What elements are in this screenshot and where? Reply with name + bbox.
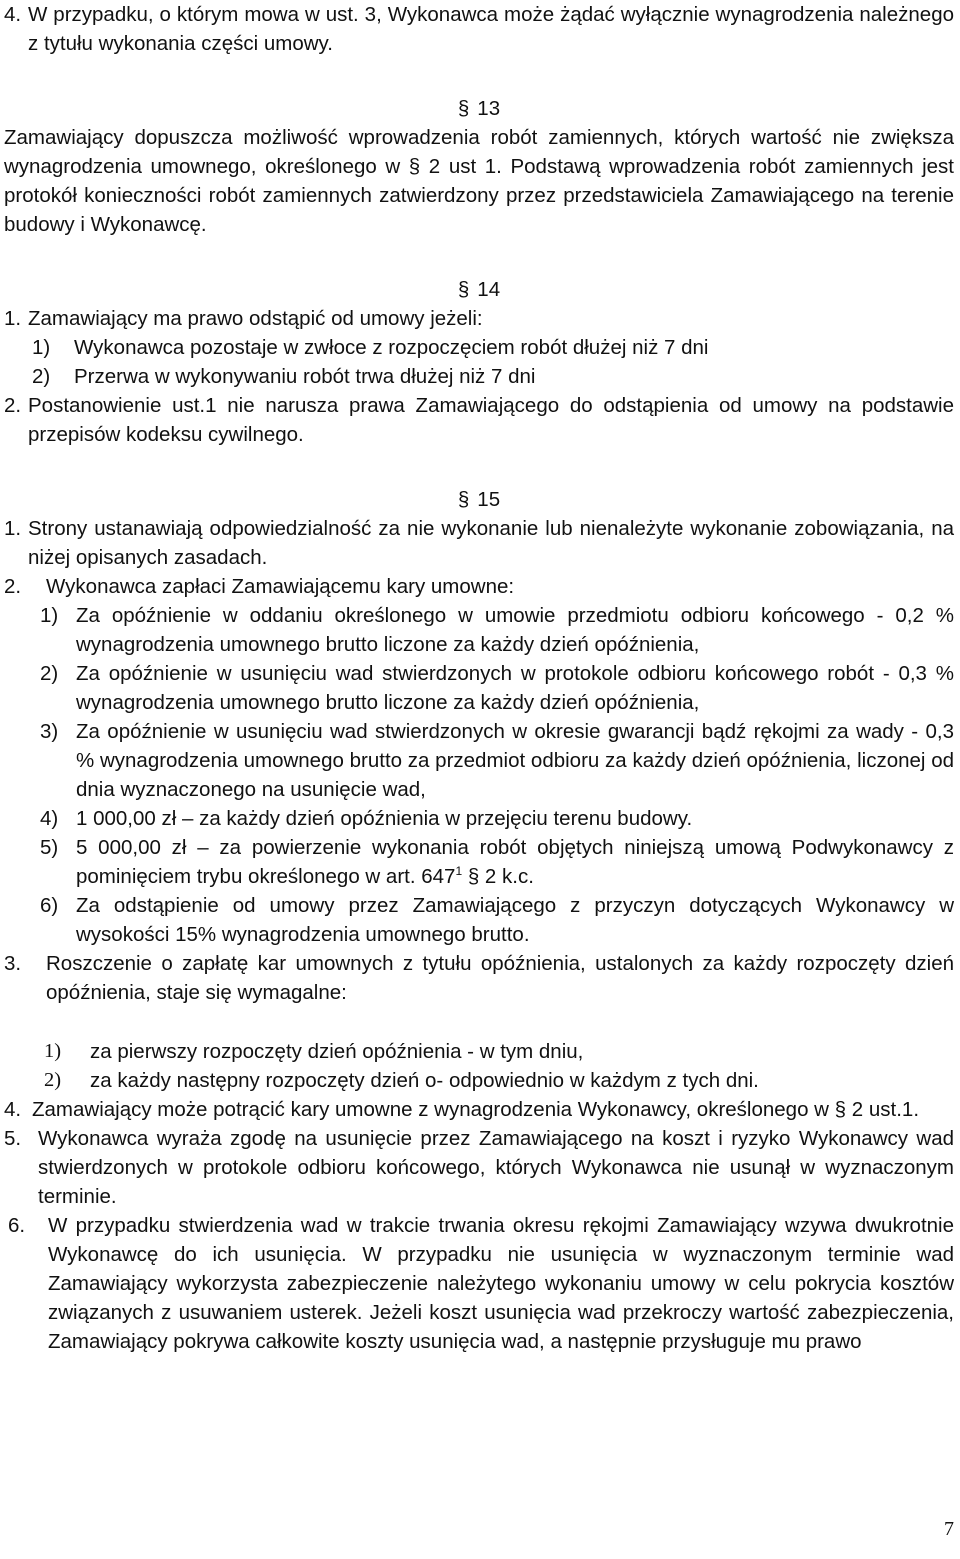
section-number: 15 [477,488,501,511]
paragraph-label: 3. [4,952,22,975]
list-item [4,362,954,391]
list-item-text [76,833,954,891]
list-item-label: 2) [44,1069,62,1091]
list-item-text-a: 5 000,00 zł – za powierzenie wykonania robót objętych niniejszą umową Podwykonawcy z pominięciem trybu określonego w art. 647 [76,836,954,888]
list-item [4,601,954,659]
list-item-label: 3) [40,720,59,743]
list-item-label: 1) [32,336,51,359]
list-item [4,659,954,717]
list-item-text: Za odstąpienie od umowy przez Zamawiającego z przyczyn dotyczących Wykonawcy w wysokości 15% wynagrodzenia umownego brutto. [76,894,954,946]
paragraph-text: Strony ustanawiają odpowiedzialność za nie wykonanie lub nienależyte wykonanie zobowiązania, na niżej opisanych zasadach. [28,517,954,569]
paragraph-text: Wykonawca wyraża zgodę na usunięcie przez Zamawiającego na koszt i ryzyko Wykonawcy wad stwierdzonych w protokole odbioru końcowego, których Wykonawca nie usunął w wyznaczonym terminie. [38,1127,954,1208]
section-sign: § [457,278,470,301]
list-item-label: 5) [40,836,59,859]
s14-paragraph-2 [4,391,954,449]
s15-paragraph-4 [4,1095,954,1124]
paragraph-text: Zamawiający ma prawo odstąpić od umowy jeżeli: [28,307,483,330]
list-item [4,833,954,891]
paragraph-label: 5. [4,1127,22,1150]
list-item-label: 2) [32,365,51,388]
s15-paragraph-2 [4,572,954,601]
list-item-text: Za opóźnienie w usunięciu wad stwierdzonych w protokole odbioru końcowego robót - 0,3 % wynagrodzenia umownego brutto liczone za każdy dzień opóźnienia, [76,662,954,714]
paragraph-text: Zamawiający może potrącić kary umowne z wynagrodzenia Wykonawcy, określonego w § 2 ust.1. [32,1098,920,1121]
paragraph-label: 1. [4,517,22,540]
section-number: 14 [477,278,501,301]
s15-paragraph-6 [4,1211,954,1356]
list-item-label: 4) [40,807,59,830]
page-number: 7 [944,1518,954,1540]
s15-paragraph-1 [4,514,954,572]
section-heading-14 [4,275,954,304]
list-item [4,1066,954,1095]
list-item-label: 1) [40,604,59,627]
list-item [4,717,954,804]
paragraph-text: W przypadku, o którym mowa w ust. 3, Wykonawca może żądać wyłącznie wynagrodzenia należnego z tytułu wykonania części umowy. [28,3,954,55]
section-sign: § [457,488,470,511]
paragraph-label: 2. [4,394,22,417]
list-item-label: 6) [40,894,59,917]
section-heading-15 [4,485,954,514]
superscript: 1 [455,864,463,879]
paragraph-label: 6. [8,1214,26,1237]
paragraph-label: 4. [4,1098,22,1121]
list-item-text: 1 000,00 zł – za każdy dzień opóźnienia w przejęciu terenu budowy. [76,807,693,830]
list-item-label: 1) [44,1040,62,1062]
s15-paragraph-3 [4,949,954,1007]
list-item-text: Za opóźnienie w usunięciu wad stwierdzonych w okresie gwarancji bądź rękojmi za wady - 0,3 % wynagrodzenia umownego brutto za przedmiot odbioru za każdy dzień opóźnienia, liczonej od dnia wyznaczonego na usunięcie wad, [76,720,954,801]
section-number: 13 [477,97,501,120]
paragraph-text: Wykonawca zapłaci Zamawiającemu kary umowne: [46,575,515,598]
list-item-text: Wykonawca pozostaje w zwłoce z rozpoczęciem robót dłużej niż 7 dni [74,336,709,359]
paragraph-4 [4,0,954,58]
section-13-text: Zamawiający dopuszcza możliwość wprowadzenia robót zamiennych, których wartość nie zwiększa wynagrodzenia umownego, określonego w § 2 ust 1. Podstawą wprowadzenia robót zamiennych jest protokół konieczności robót zamiennych zatwierdzony przez przedstawiciela Zamawiającego na terenie budowy i Wykonawcę. [4,126,954,236]
paragraph-text: Roszczenie o zapłatę kar umownych z tytułu opóźnienia, ustalonych za każdy rozpoczęty dzień opóźnienia, staje się wymagalne: [46,952,954,1004]
paragraph-label: 1. [4,307,22,330]
section-heading-13 [4,94,954,123]
list-item-text: Przerwa w wykonywaniu robót trwa dłużej niż 7 dni [74,365,536,388]
section-sign: § [457,97,470,120]
paragraph-text: W przypadku stwierdzenia wad w trakcie trwania okresu rękojmi Zamawiający wzywa dwukrotnie Wykonawcę do ich usunięcia. W przypadku nie usunięcia w wyznaczonym terminie wad Zamawiający wykorzysta zabezpieczenie należytego wykonaniu umowy w celu pokrycia kosztów związanych z usuwaniem usterek. Jeżeli koszt usunięcia wad przekroczy wartość zabezpieczenia, Zamawiający pokrywa całkowite koszty usunięcia wad, a następnie przysługuje mu prawo [48,1214,954,1353]
paragraph-text: Postanowienie ust.1 nie narusza prawa Zamawiającego do odstąpienia od umowy na podstawie przepisów kodeksu cywilnego. [28,394,954,446]
list-item-text: Za opóźnienie w oddaniu określonego w umowie przedmiotu odbioru końcowego - 0,2 % wynagrodzenia umownego brutto liczone za każdy dzień opóźnienia, [76,604,954,656]
list-item-label: 2) [40,662,59,685]
list-item-text-b: § 2 k.c. [462,865,534,888]
list-item [4,891,954,949]
list-item [4,1037,954,1066]
paragraph-label: 4. [4,3,22,26]
list-item [4,333,954,362]
s14-paragraph-1 [4,304,954,333]
list-item-text: za pierwszy rozpoczęty dzień opóźnienia - w tym dniu, [90,1040,584,1063]
s15-paragraph-5 [4,1124,954,1211]
list-item [4,804,954,833]
list-item-text: za każdy następny rozpoczęty dzień o- odpowiednio w każdym z tych dni. [90,1069,759,1092]
document-page [4,0,954,1356]
paragraph-label: 2. [4,575,22,598]
